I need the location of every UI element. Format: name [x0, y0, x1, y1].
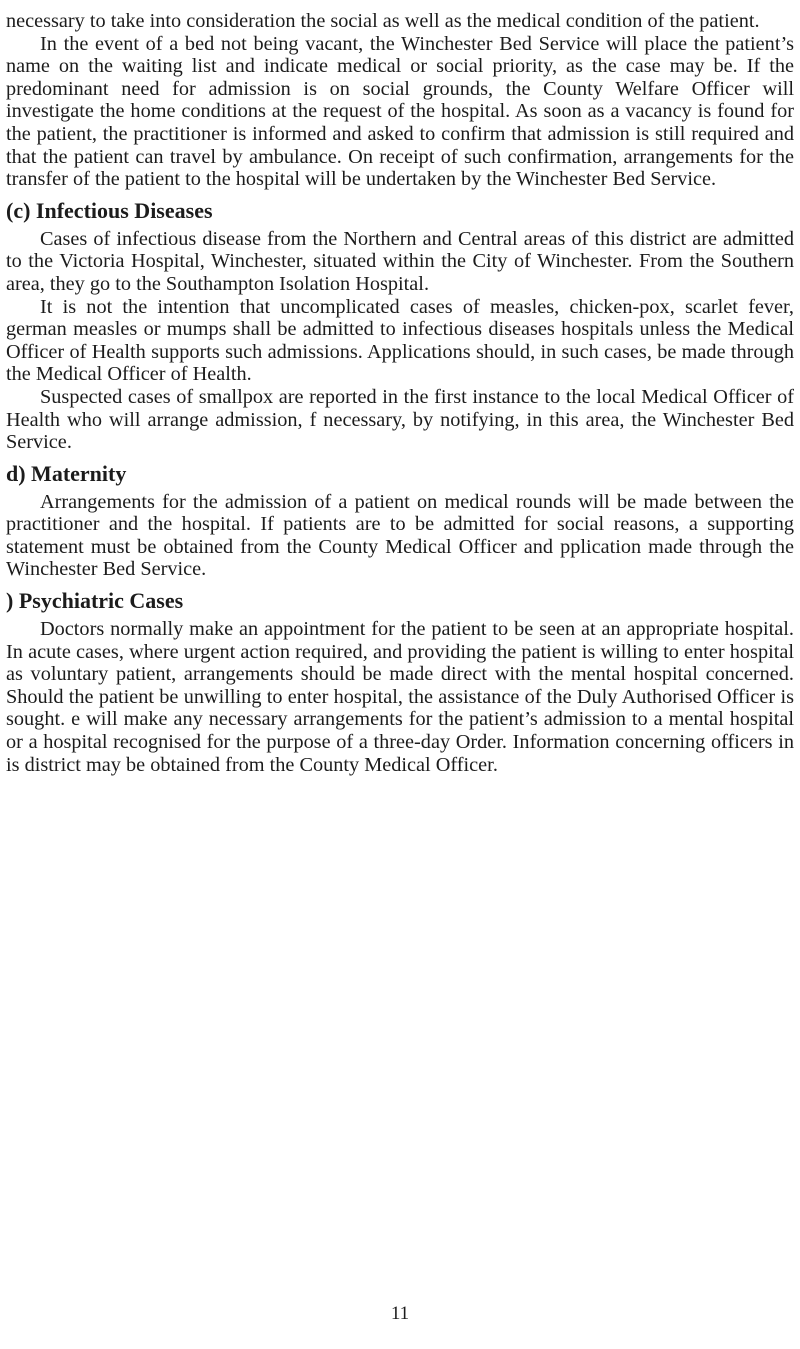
intro-paragraph-2: In the event of a bed not being vacant, the Winchester Bed Service will place the patient’s name on the waiting list and indicate medical or social priority, as the case may be. If the predominant need for admission is on social grounds, the County Welfare Officer will investigate the home conditions at the request of the hospital. As soon as a vacancy is found for the patient, the practitioner is informed and asked to confirm that admission is still required and that the patient can travel by ambulance. On receipt of such confirmation, arrangements for the transfer of the patient to the hospital will be undertaken by the Winchester Bed Service.: [6, 32, 794, 191]
infectious-paragraph-2: It is not the intention that uncomplicated cases of measles, chicken-pox, scarlet fever, german measles or mumps shall be admitted to infectious diseases hospitals unless the Medical Officer of Health supports such admissions. Applications should, in such cases, be made through the Medical Officer of Health.: [6, 295, 794, 386]
page-content: [6, 10, 794, 776]
psychiatric-paragraph-1: Doctors normally make an appointment for the patient to be seen at an appropriate hospital. In acute cases, where urgent action required, and providing the patient is willing to enter hospital as voluntary patient, arrangements should be made direct with the mental hospital concerned. Should the patient be unwilling to enter hospital, the assistance of the Duly Authorised Officer is sought. e will make any necessary arrangements for the patient’s admission to a mental hospital or a hospital recognised for the purpose of a three-day Order. Information concerning officers in is district may be obtained from the County Medical Officer.: [6, 618, 794, 776]
section-heading-psychiatric: ) Psychiatric Cases: [6, 588, 184, 614]
section-heading-infectious: (c) Infectious Diseases: [6, 197, 213, 223]
section-heading-maternity: d) Maternity: [6, 460, 127, 486]
maternity-paragraph-1: Arrangements for the admission of a patient on medical rounds will be made between the practitioner and the hospital. If patients are to be admitted for social reasons, a supporting statement must be obtained from the County Medical Officer and pplication made through the Winchester Bed Service.: [6, 490, 794, 581]
intro-paragraph-1: necessary to take into consideration the social as well as the medical condition of the patient.: [6, 10, 760, 32]
page-number: 11: [390, 1303, 410, 1324]
infectious-paragraph-1: Cases of infectious disease from the Northern and Central areas of this district are admitted to the Victoria Hospital, Winchester, situated within the City of Winchester. From the Southern area, they go to the Southampton Isolation Hospital.: [6, 227, 794, 295]
infectious-paragraph-3: Suspected cases of smallpox are reported in the first instance to the local Medical Officer of Health who will arrange admission, f necessary, by notifying, in this area, the Winchester Bed Service.: [6, 385, 794, 454]
